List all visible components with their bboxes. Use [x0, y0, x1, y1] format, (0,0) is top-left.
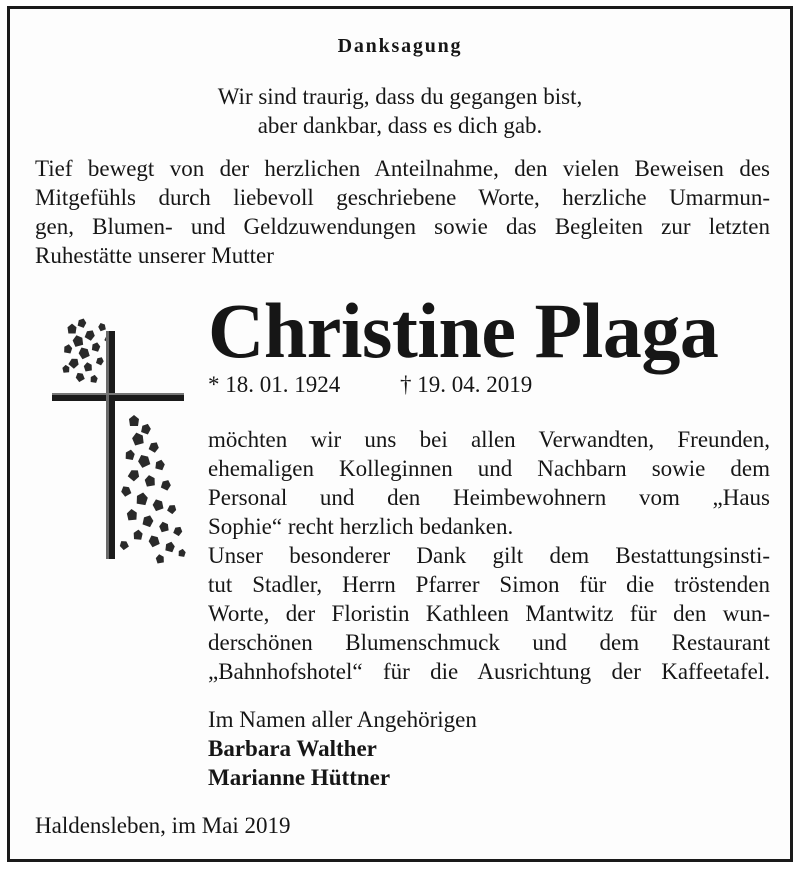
thanks-line-7: Worte, der Floristin Kathleen Mantwitz für den wun-	[208, 601, 770, 626]
thanks-line-4: Sophie“ recht herzlich bedanken.	[208, 514, 514, 539]
motto-line-2: aber dankbar, dass es dich gab.	[257, 113, 543, 138]
cross-with-ivy-icon	[38, 309, 188, 569]
thanks-line-8: derschönen Blumenschmuck und dem Restaurant	[208, 630, 770, 655]
thanks-line-5: Unser besonderer Dank gilt dem Bestattungsinsti-	[208, 543, 770, 568]
signature-name-1: Barbara Walther	[208, 736, 377, 761]
thanks-line-3: Personal und den Heimbewohnern vom „Haus	[208, 485, 770, 510]
motto-line-1: Wir sind traurig, dass du gegangen bist,	[217, 84, 583, 109]
death-date: † 19. 04. 2019	[400, 372, 533, 397]
intro-line-2: Mitgefühls durch liebevoll geschriebene Worte, herzliche Umarmun-	[35, 185, 770, 210]
thanks-line-6: tut Stadler, Herrn Pfarrer Simon für die tröstenden	[208, 572, 770, 597]
thanks-line-2: ehemaligen Kolleginnen und Nachbarn sowie dem	[208, 456, 770, 481]
intro-line-1: Tief bewegt von der herzlichen Anteilnahme, den vielen Beweisen des	[35, 156, 770, 181]
place-date: Haldensleben, im Mai 2019	[35, 813, 291, 838]
signature-intro: Im Namen aller Angehörigen	[208, 707, 477, 732]
thanks-line-9: „Bahnhofshotel“ für die Ausrichtung der Kaffeetafel.	[208, 659, 770, 684]
intro-line-3: gen, Blumen- und Geldzuwendungen sowie das Begleiten zur letzten	[35, 214, 770, 239]
obituary-notice	[7, 6, 793, 862]
deceased-name: Christine Plaga	[208, 287, 719, 374]
signature-name-2: Marianne Hüttner	[208, 765, 391, 790]
intro-line-4: Ruhestätte unserer Mutter	[35, 243, 274, 268]
birth-date: * 18. 01. 1924	[208, 372, 341, 397]
thanks-line-1: möchten wir uns bei allen Verwandten, Freunden,	[208, 427, 770, 452]
notice-heading: Danksagung	[337, 35, 463, 57]
